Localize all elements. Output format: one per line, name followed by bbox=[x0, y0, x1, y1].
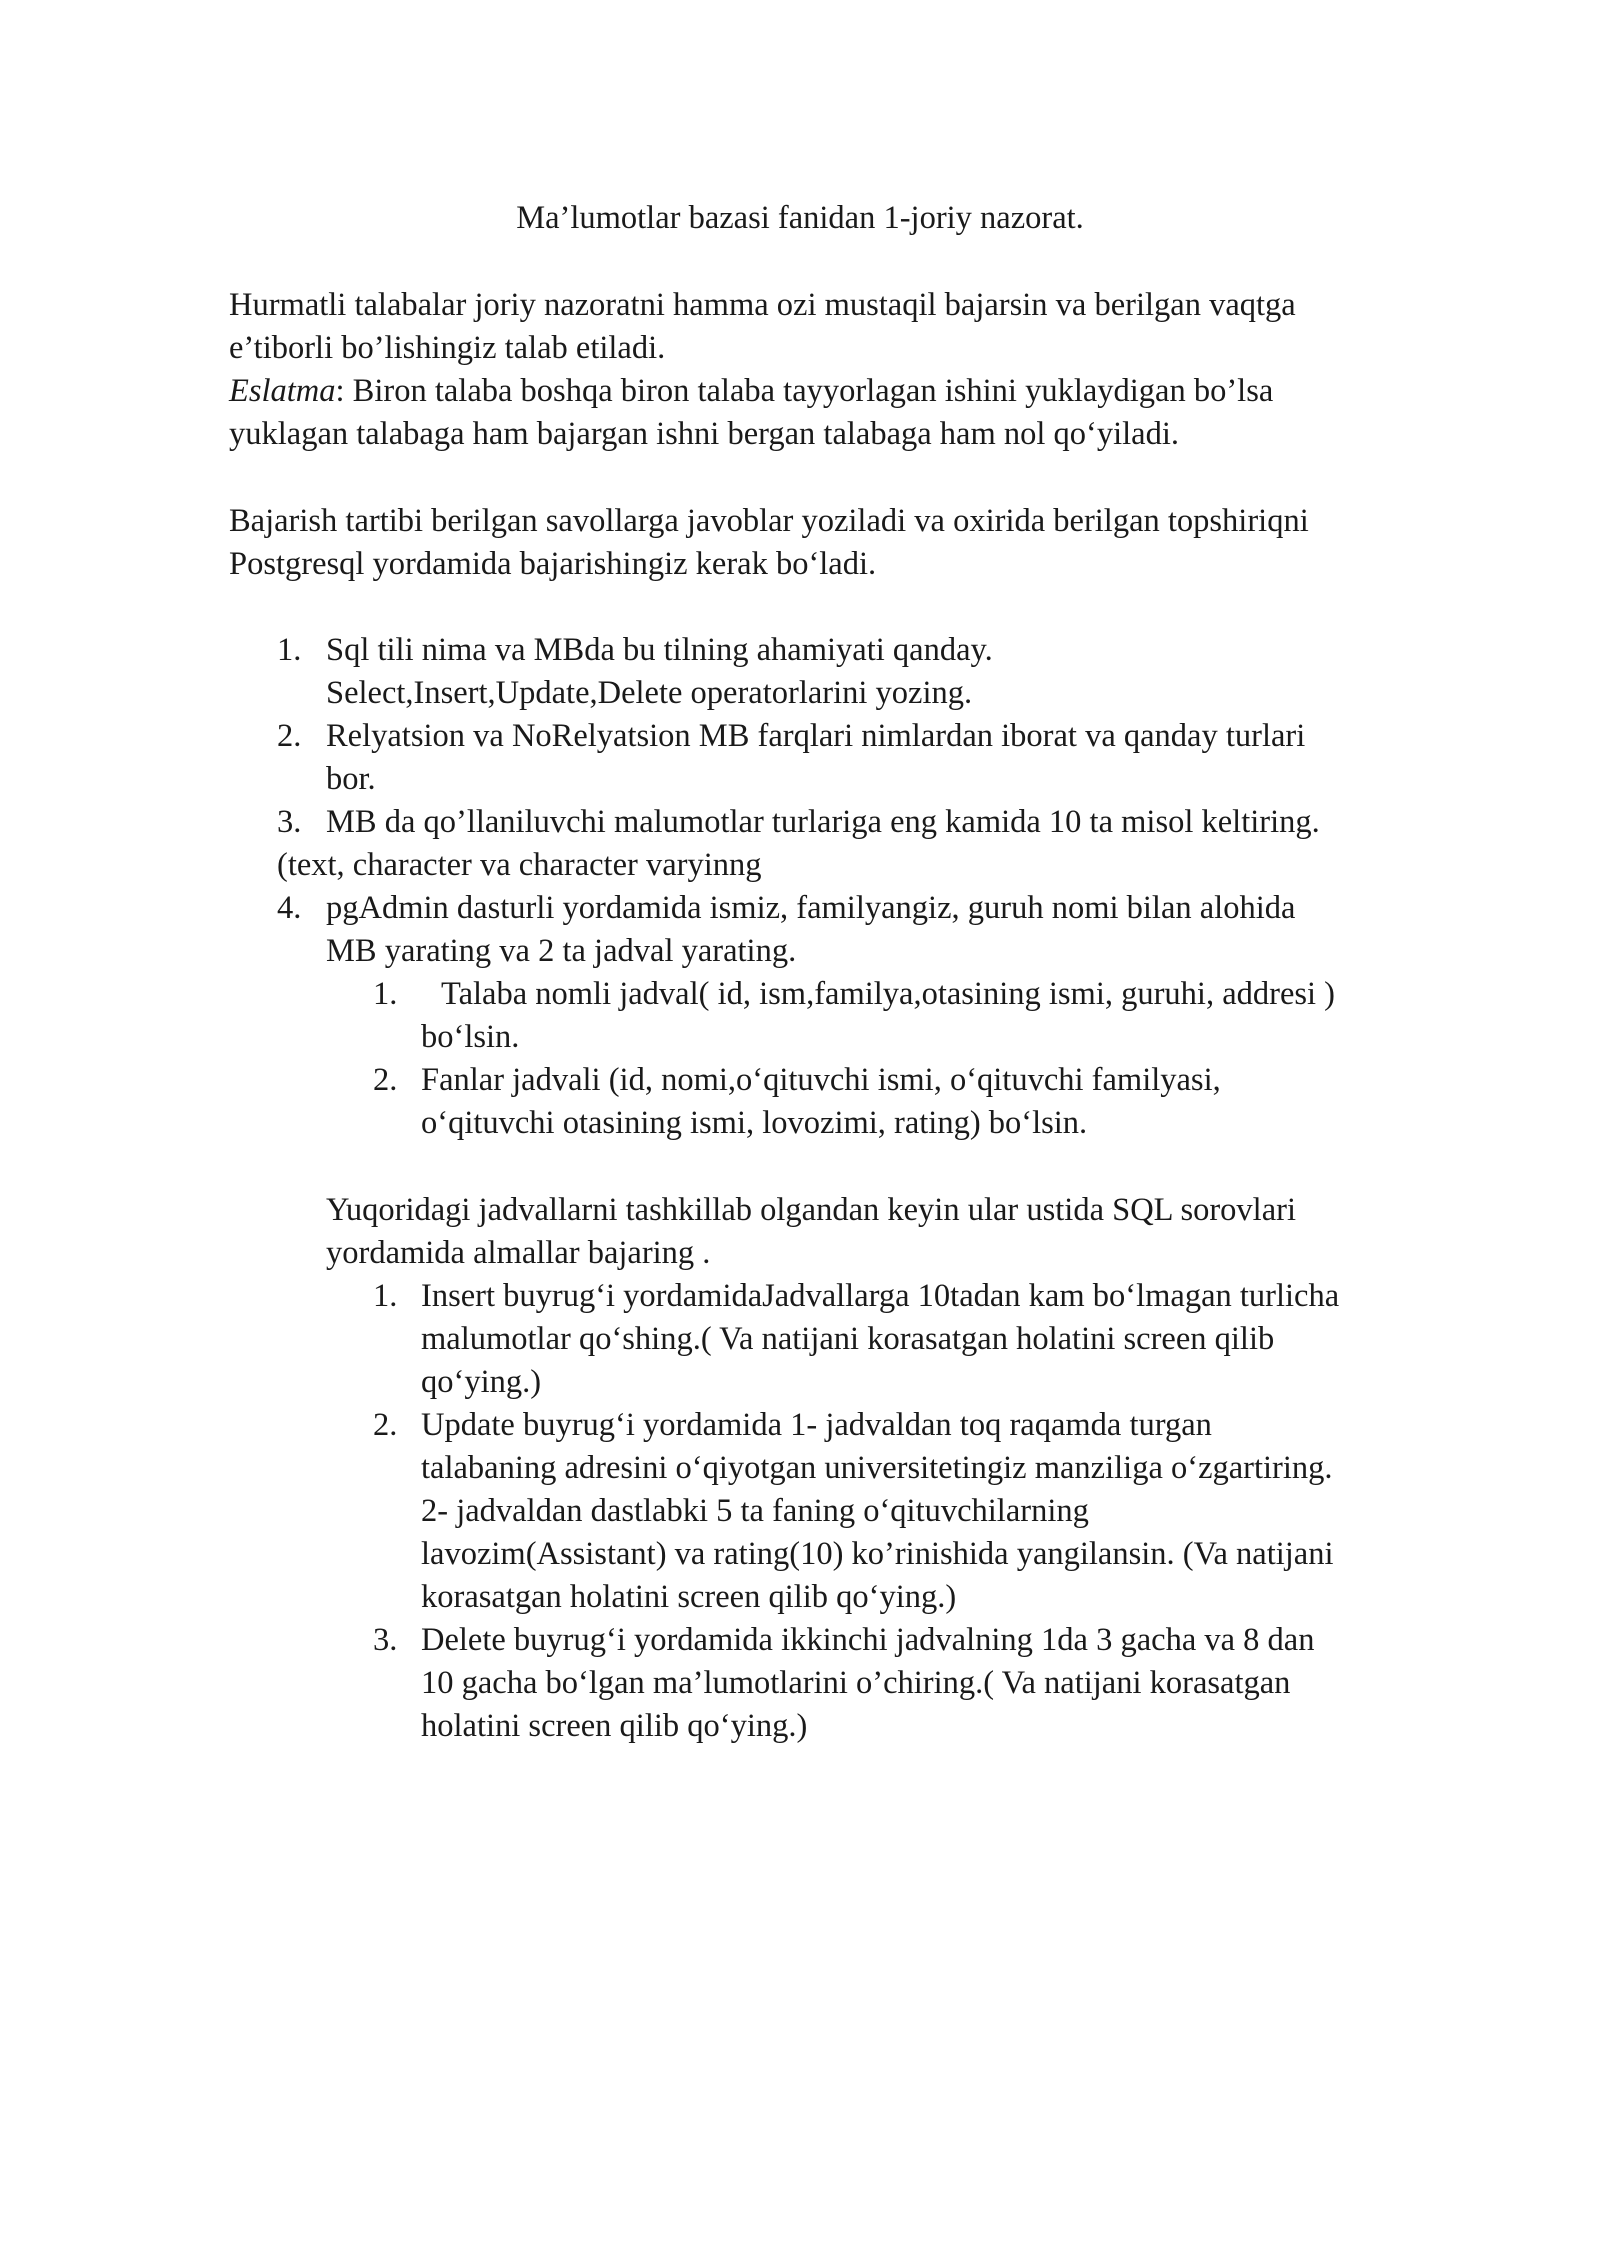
table-1-line-1: Talaba nomli jadval( id, ism,familya,otasining ismi, guruhi, addresi ) bbox=[441, 976, 1336, 1012]
question-2-line-2: bor. bbox=[326, 761, 376, 797]
task-2-line-3: 2- jadvaldan dastlabki 5 ta faning o‘qituvchilarning bbox=[421, 1493, 1089, 1529]
note-text: : Biron talaba boshqa biron talaba tayyorlagan ishini yuklaydigan bo’lsa bbox=[335, 373, 1274, 409]
followup-line-1: Yuqoridagi jadvallarni tashkillab olgandan keyin ular ustida SQL sorovlari bbox=[326, 1192, 1296, 1228]
task-3-line-3: holatini screen qilib qo‘ying.) bbox=[421, 1708, 808, 1744]
note-line-1 bbox=[229, 369, 1273, 413]
table-1-line-2: bo‘lsin. bbox=[421, 1019, 520, 1055]
question-number: 4. bbox=[277, 890, 302, 926]
question-2-line-1: Relyatsion va NoRelyatsion MB farqlari nimlardan iborat va qanday turlari bbox=[326, 718, 1306, 754]
task-2-line-4: lavozim(Assistant) va rating(10) ko’rinishida yangilansin. (Va natijani bbox=[421, 1536, 1334, 1572]
task-2-line-2: talabaning adresini o‘qiyotgan universitetingiz manziliga o‘zgartiring. bbox=[421, 1450, 1333, 1486]
task-number: 1. bbox=[373, 1278, 398, 1314]
procedure-line-2: Postgresql yordamida bajarishingiz kerak bo‘ladi. bbox=[229, 546, 877, 582]
note-label: Eslatma bbox=[229, 373, 336, 409]
table-number: 2. bbox=[373, 1062, 398, 1098]
task-1-line-2: malumotlar qo‘shing.( Va natijani korasatgan holatini screen qilib bbox=[421, 1321, 1275, 1357]
intro-line-2: e’tiborli bo’lishingiz talab etiladi. bbox=[229, 330, 666, 366]
question-number: 3. bbox=[277, 804, 302, 840]
task-number: 3. bbox=[373, 1622, 398, 1658]
followup-line-2: yordamida almallar bajaring . bbox=[326, 1235, 711, 1271]
table-number: 1. bbox=[373, 976, 398, 1012]
question-1-line-1: Sql tili nima va MBda bu tilning ahamiyati qanday. bbox=[326, 632, 993, 668]
task-2-line-1: Update buyrug‘i yordamida 1- jadvaldan toq raqamda turgan bbox=[421, 1407, 1212, 1443]
question-4-line-1: pgAdmin dasturli yordamida ismiz, familyangiz, guruh nomi bilan alohida bbox=[326, 890, 1296, 926]
document-title: Ma’lumotlar bazasi fanidan 1-joriy nazorat. bbox=[516, 200, 1084, 236]
question-3-line-1: MB da qo’llaniluvchi malumotlar turlariga eng kamida 10 ta misol keltiring. bbox=[326, 804, 1320, 840]
question-1-line-2: Select,Insert,Update,Delete operatorlarini yozing. bbox=[326, 675, 973, 711]
task-2-line-5: korasatgan holatini screen qilib qo‘ying.) bbox=[421, 1579, 957, 1615]
question-3-continuation: (text, character va character varyinng bbox=[277, 847, 762, 883]
table-2-line-2: o‘qituvchi otasining ismi, lovozimi, rating) bo‘lsin. bbox=[421, 1105, 1088, 1141]
task-1-line-3: qo‘ying.) bbox=[421, 1364, 542, 1400]
task-number: 2. bbox=[373, 1407, 398, 1443]
question-number: 2. bbox=[277, 718, 302, 754]
question-4-line-2: MB yarating va 2 ta jadval yarating. bbox=[326, 933, 797, 969]
intro-line-1: Hurmatli talabalar joriy nazoratni hamma ozi mustaqil bajarsin va berilgan vaqtga bbox=[229, 287, 1296, 323]
task-3-line-2: 10 gacha bo‘lgan ma’lumotlarini o’chiring.( Va natijani korasatgan bbox=[421, 1665, 1291, 1701]
task-1-line-1: Insert buyrug‘i yordamidaJadvallarga 10tadan kam bo‘lmagan turlicha bbox=[421, 1278, 1340, 1314]
note-line-2: yuklagan talabaga ham bajargan ishni bergan talabaga ham nol qo‘yiladi. bbox=[229, 416, 1180, 452]
question-number: 1. bbox=[277, 632, 302, 668]
procedure-line-1: Bajarish tartibi berilgan savollarga javoblar yoziladi va oxirida berilgan topshiriqni bbox=[229, 503, 1309, 539]
table-2-line-1: Fanlar jadvali (id, nomi,o‘qituvchi ismi, o‘qituvchi familyasi, bbox=[421, 1062, 1221, 1098]
task-3-line-1: Delete buyrug‘i yordamida ikkinchi jadvalning 1da 3 gacha va 8 dan bbox=[421, 1622, 1315, 1658]
